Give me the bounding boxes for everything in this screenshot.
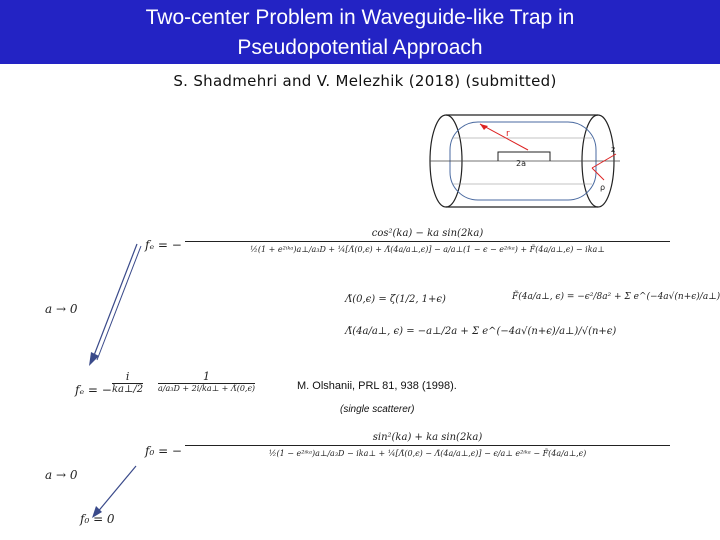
- limit-arrow-1: [85, 240, 145, 370]
- citation: M. Olshanii, PRL 81, 938 (1998).: [297, 380, 457, 392]
- fe-single-den1: ka⊥/2: [112, 384, 144, 395]
- fe-single-one: 1: [158, 370, 255, 384]
- fo-numerator: sin²(ka) + ka sin(2ka): [185, 432, 670, 446]
- lambda-zero-definition: Λ̃(0,ϵ) = ζ(1/2, 1+ϵ): [345, 294, 446, 305]
- limit-label-2: a → 0: [45, 468, 78, 482]
- fe-denominator: ½(1 + e²ⁱᵏᵃ)a⊥/a₃D + ¼[Λ̃(0,ϵ) + Λ̃(4a/a⊥,ϵ)] − a/a⊥(1 − ϵ − e²ⁱᵏᵃ) + F̃(4a/a⊥,ϵ) − ika⊥: [250, 245, 605, 254]
- lambda-a-definition: Λ̃(4a/a⊥, ϵ) = −a⊥/2a + Σ e^(−4a√(n+ϵ)/a⊥)/√(n+ϵ): [345, 326, 617, 337]
- fe-single-lhs: fₑ = −: [75, 383, 112, 397]
- fe-numerator: cos²(ka) − ka sin(2ka): [185, 228, 670, 242]
- f-tilde-definition: F̃(4a/a⊥, ϵ) = −ϵ²/8a² + Σ e^(−4a√(n+ϵ)/a⊥): [512, 292, 720, 302]
- z-axis-label: z: [611, 145, 616, 154]
- fe-single-fraction-1: [158, 370, 255, 393]
- fe-single-i: i: [112, 370, 143, 384]
- citation-note: (single scatterer): [340, 404, 415, 415]
- fo-equation-lhs: f₀ = −: [145, 444, 182, 458]
- fo-denominator: ½(1 − e²ⁱᵏᵃ)a⊥/a₃D − ika⊥ + ¼[Λ̃(0,ϵ) − Λ̃(4a/a⊥,ϵ)] − ϵ/a⊥ e²ⁱᵏᵃ − F̃(4a/a⊥,ϵ): [268, 449, 587, 458]
- slide-title-line-2: Pseudopotential Approach: [237, 36, 483, 59]
- title-bar: [0, 0, 720, 64]
- fe-equation-lhs: fₑ = −: [145, 238, 182, 252]
- fo-zero-result: f₀ = 0: [80, 512, 115, 526]
- fe-single-fraction-i: [112, 370, 143, 395]
- fe-equation-fraction: [185, 228, 670, 254]
- separation-label: 2a: [516, 159, 526, 168]
- authors-line: S. Shadmehri and V. Melezhik (2018) (submitted): [173, 72, 557, 90]
- waveguide-diagram: [420, 108, 640, 218]
- fo-equation-fraction: [185, 432, 670, 458]
- slide-title-line-1: Two-center Problem in Waveguide-like Trap in: [145, 6, 575, 29]
- fe-single-den2: a/a₃D + 2i/ka⊥ + Λ̃(0,ϵ): [158, 384, 256, 393]
- r-label: r: [506, 129, 510, 139]
- limit-label-1: a → 0: [45, 302, 78, 316]
- rho-axis-label: ρ: [600, 183, 606, 192]
